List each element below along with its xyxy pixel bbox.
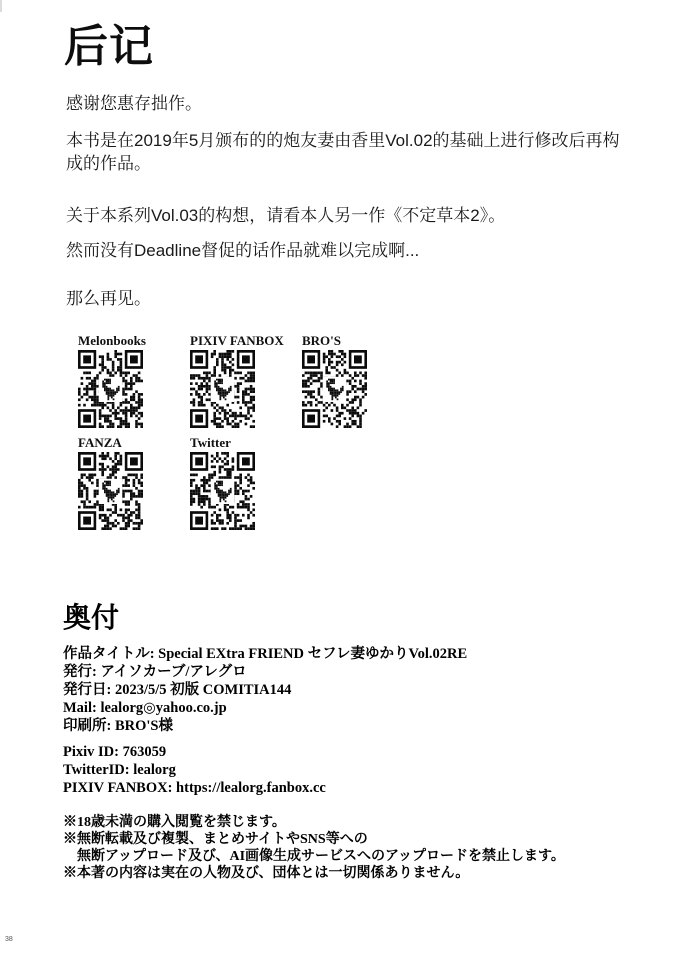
scan-artifact [0, 0, 2, 12]
colophon-line-publisher: 発行: アイソカーブ/アレグロ [63, 664, 247, 680]
afterword-paragraph: 然而没有Deadline督促的话作品就难以完成啊... [66, 241, 420, 260]
qr-label: BRO'S [302, 333, 342, 348]
afterword-paragraph: 关于本系列Vol.03的构想，请看本人另一作《不定草本2》。 [66, 206, 506, 225]
colophon-ids [63, 743, 326, 797]
twitter-id-line: TwitterID: lealorg [63, 762, 176, 778]
qr-item-pixiv-fanbox [190, 333, 284, 428]
qr-item-bros [302, 334, 367, 428]
qr-code-icon [78, 452, 143, 530]
qr-item-twitter [190, 436, 255, 530]
qr-code-icon [78, 350, 143, 428]
notice-line: 無断アップロード及び、AI画像生成サービスへのアップロードを禁止します。 [63, 849, 565, 864]
colophon-line-printer: 印刷所: BRO'S様 [63, 718, 173, 734]
qr-code-icon [190, 452, 255, 530]
qr-label: Twitter [190, 435, 231, 450]
colophon-line-title: 作品タイトル: Special EXtra FRIEND セフレ妻ゆかりVol.02RE [63, 646, 468, 662]
colophon-line-date: 発行日: 2023/5/5 初版 COMITIA144 [63, 682, 292, 698]
fanbox-url-line: PIXIV FANBOX: https://lealorg.fanbox.cc [63, 780, 326, 796]
afterword-paragraph: 感谢您惠存拙作。 [66, 94, 202, 113]
notice-line: ※本著の内容は実在の人物及び、団体とは一切関係ありません。 [63, 866, 470, 881]
qr-label: PIXIV FANBOX [190, 333, 284, 348]
afterword-paragraph: 那么再见。 [66, 289, 151, 308]
legal-notices [63, 814, 565, 882]
colophon-line-mail: Mail: lealorg◎yahoo.co.jp [63, 700, 227, 716]
qr-item-melonbooks [78, 333, 146, 428]
qr-item-fanza [78, 436, 143, 530]
qr-code-icon [302, 350, 367, 428]
colophon-details [63, 645, 467, 735]
notice-line: ※18歳未満の購入閲覧を禁じます。 [63, 815, 286, 830]
notice-line: ※無断転載及び複製、まとめサイトやSNS等への [63, 832, 368, 847]
qr-code-icon [190, 350, 255, 428]
qr-label: FANZA [78, 435, 122, 450]
afterword-paragraph: 本书是在2019年5月颁布的的炮友妻由香里Vol.02的基础上进行修改后再构成的作品。 [66, 131, 620, 173]
page-number: 38 [5, 936, 13, 943]
pixiv-id-line: Pixiv ID: 763059 [63, 744, 167, 760]
qr-label: Melonbooks [78, 333, 146, 348]
page-title: 后记 [64, 22, 154, 71]
colophon-title: 奥付 [63, 603, 120, 634]
